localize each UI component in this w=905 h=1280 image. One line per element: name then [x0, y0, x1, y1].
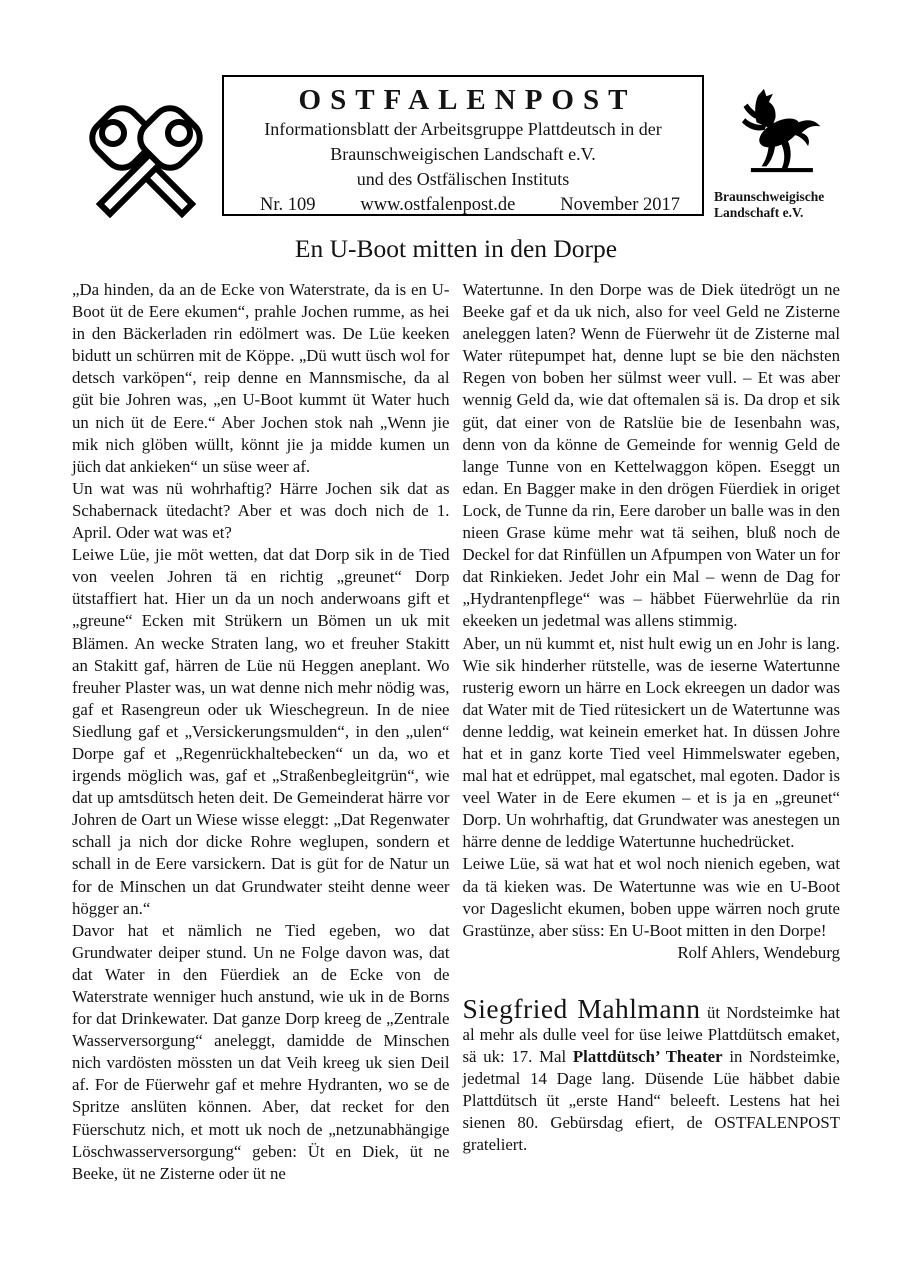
masthead-box: [222, 75, 704, 216]
second-article-bold-text: Plattdütsch’ Theater: [572, 1047, 723, 1067]
person-name: Siegfried Mahlmann: [462, 992, 701, 1024]
braunschweigische-landschaft-logo: [714, 84, 840, 221]
rearing-horse-icon: [728, 84, 826, 186]
issue-number: Nr. 109: [260, 195, 316, 215]
ostfalen-crossed-flags-icon: [80, 86, 212, 218]
right-column: [463, 279, 841, 1185]
left-column: [72, 279, 450, 1185]
article-title: En U-Boot mitten in den Dorpe: [294, 234, 618, 263]
second-article-text: in Nordsteimke, jedetmal 14 Dage lang. Düsende Lüe häbbet dabie Plattdütsch üt „erste Hand“ beleeft. Lestens hat hei sienen 80. Gebürsdag efiert, de OSTFALENPOST grateliert.: [462, 1047, 841, 1155]
website-url: www.ostfalenpost.de: [360, 195, 516, 215]
masthead-subtitle-line: Informationsblatt der Arbeitsgruppe Plattdeutsch in der: [264, 119, 662, 139]
paragraph-left-4: Davor hat et nämlich ne Tied egeben, wo dat Grundwater deiper stund. Un ne Folge davon was, dat dat Water in den Füerdiek an de Ecke von de Waterstrate wenniger huch anstund, wie uk in de Borns for dat Drinkewater. Dat ganze Dorp kreeg de „Zentrale Wasserversorgung“ aneleggt, damidde de Minschen nich vardösten mössten un dat Veih kreeg uk sien Deil af. For de Füerwehr gaf et mehre Hydranten, wo se de Spritze anslüten können. Aber, dat recket for den Füerschutz nich, et mott uk noch de „netzunabhängige Löschwasserversorgung“ geben: Üt en Diek, üt ne Beeke, üt ne Zisterne oder üt ne: [72, 920, 450, 1183]
second-article: [462, 992, 841, 1157]
paragraph-left-3: Leiwe Lüe, jie möt wetten, dat dat Dorp sik in de Tied von veelen Johren tä en richtig „greunet“ Dorp ütstaffiert hat. Hier un da un noch anderwoans gift et „greune“ Ecken mit Strükern un Bömen un uk mit Blämen. An wecke Straten lang, wo et freuher Stakitt an Stakitt gaf, härren de Lüe nü Heggen aneplant. Wo freuher Plaster was, un wat denne nich mehr nödig was, gaf et Rasengreun oder uk Wieschegreun. In de niee Siedlung gaf et „Versickerungsmulden“, in den „ulen“ Dorpe gaf et „Regenrückhaltebecken“ un da, wo et irgends möglich was, gaf et „Straßenbegleitgrün“, wie dat up amtsdütsch heten deit. De Gemeinderat härre vor Johren de Oart un Wiese wisse eleggt: „Dat Regenwater schall ja nich dor dicke Rohre weglupen, sondern et schall in de Eere varsickern. Dat is güt for de Natur un for de Minschen un dat Grundwater steiht denne weer högger an.“: [72, 545, 450, 918]
masthead-subtitle-line: und des Ostfälischen Instituts: [356, 169, 570, 189]
article-body: [72, 279, 840, 1185]
paragraph-left-1: „Da hinden, da an de Ecke von Waterstrate, da is en U-Boot üt de Eere ekumen“, prahle Jochen rumme, as hei in den Bäckerladen rin edölmert was. De Lüe keeken bidutt un schürren mit de Köppe. „Dü wutt üsch wol for detsch varköpen“, reip denne en Mannsmische, da al güt bie Johren was, „en U-Boot kummt üt Water huch un nich üt de Eere.“ Aber Jochen stok nah „Wenn jie mik nich glöben wüllt, könnt jie ja midde kumen un jüch dat ankieken“ un süse weer af.: [72, 280, 450, 476]
second-article-text: üt Nordsteimke hat al mehr als dulle veel for üse leiwe Plattdütsch emaket, sä uk: 17. Mal: [462, 1002, 841, 1067]
masthead-info-row: [224, 192, 702, 218]
issue-date: November 2017: [560, 195, 680, 215]
author-signature: Rolf Ahlers, Wendeburg: [677, 942, 840, 962]
paragraph-right-1: Watertunne. In den Dorpe was de Diek ütedrögt un ne Beeke gaf et da uk nich, also for veel Geld ne Zisterne aneleggen laten? Wenn de Füerwehr üt de Zisterne mal Water rütepumpet hat, denne lupt se bie den nächsten Regen von boben her sülmst weer vull. – Et was aber wennig Geld da, wie dat oftemalen sä is. Da drop et sik güt, dat einer von de Ratslüe bie de Iesenbahn was, denn von da könne de Gemeinde for wennig Geld de lange Tunne von en Kettelwaggon köpen. Eseggt un edan. En Bagger make in den drögen Füerdiek in origet Lock, de Tunne da rin, Eere darober un balle was in den nieen Grase küme mehr wat tä seihen, bluß noch de Deckel for dat Rinfüllen un Afpumpen von Water un for dat Rinkieken. Jedet Johr ein Mal – wenn de Dag for „Hydrantenpflege“ was – häbbet Füerwehrlüe da rin ekeeken un jedetmal was allens stimmig.: [462, 280, 840, 631]
paragraph-right-2: Aber, un nü kummt et, nist hult ewig un en Johr is lang. Wie sik hinderher rütstelle, was de ieserne Watertunne rusterig eworn un härre en Lock ekreegen un dador was dat Water mit de Tied rütesickert un de Watertunne was denne leddig, wat keinein emerket hat. In düssen Johre hat et in ganz korte Tied veel Himmelswater egeben, mal hat et edrüppet, mal egatschet, mal egoten. Dador is veel Water in de Eere ekumen – et is ja en „greunet“ Dorp. Un wohrhaftig, dat Grundwater was anestegen un härre denne de leddige Watertunne huchedrücket.: [462, 633, 840, 852]
paragraph-left-2: Un wat was nü wohrhaftig? Härre Jochen sik dat as Schabernack ütedacht? Aber et was doch nich de 1. April. Oder wat was et?: [72, 478, 450, 543]
masthead-subtitle-line: Braunschweigischen Landschaft e.V.: [330, 144, 596, 164]
logo-caption: Braunschweigische Landschaft e.V.: [714, 189, 825, 220]
paragraph-right-3: Leiwe Lüe, sä wat hat et wol noch nienich egeben, wat da tä kieken was. De Watertunne was wie en U-Boot vor Dageslicht ekumen, boben uppe wärren noch grute Grastünze, aber süss: En U-Boot mitten in den Dorpe!: [462, 854, 840, 940]
newsletter-title: OSTFALENPOST: [298, 84, 637, 116]
